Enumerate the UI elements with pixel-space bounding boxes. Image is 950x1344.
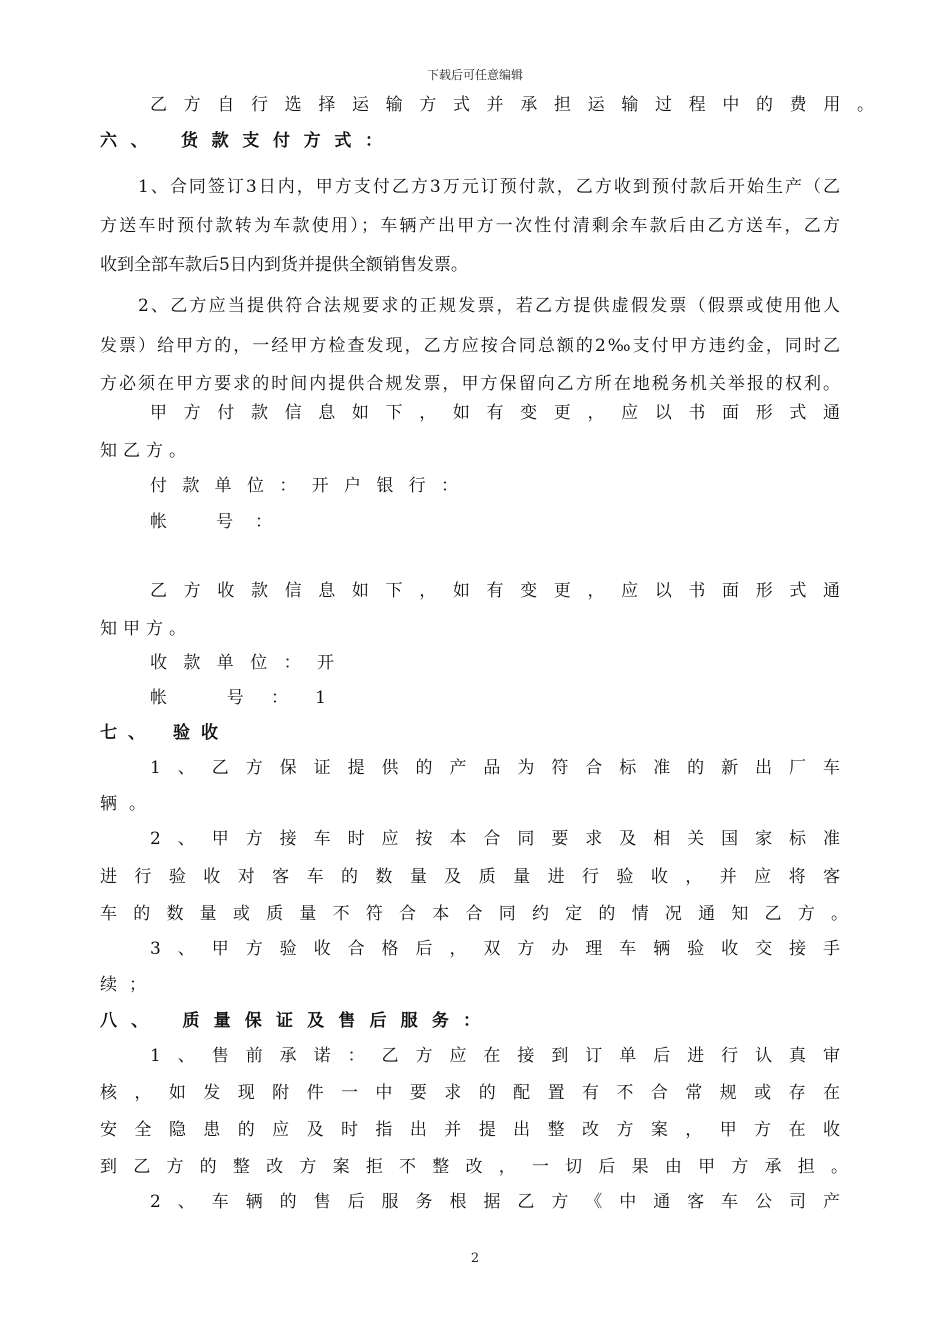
text-line: 方必须在甲方要求的时间内提供合规发票，甲方保留向乙方所在地税务机关举报的权利。 (100, 374, 840, 394)
text-line: 到乙方的整改方案拒不整改，一切后果由甲方承担。 (100, 1157, 848, 1177)
page-number: 2 (470, 1251, 480, 1266)
text-line: 安全隐患的应及时指出并提出整改方案，甲方在收 (100, 1120, 840, 1140)
text-line: 核，如发现附件一中要求的配置有不合常规或存在 (100, 1083, 840, 1103)
text-line: 车的数量或质量不符合本合同约定的情况通知乙方。 (100, 904, 848, 924)
page-header-note: 下载后可任意编辑 (426, 68, 523, 82)
text-line: 知乙方。 (100, 441, 186, 461)
text-line: 3、甲方验收合格后，双方办理车辆验收交接手 (150, 939, 840, 959)
text-line: 收款单位：开 (150, 653, 334, 673)
section-heading: 七、 验收 (100, 723, 218, 743)
section-heading: 八、 质量保证及售后服务： (100, 1011, 480, 1031)
text-line: 进行验收对客车的数量及质量进行验收，并应将客 (100, 867, 840, 887)
text-line: 收到全部车款后5日内到货并提供全额销售发票。 (100, 255, 468, 275)
text-line: 2、甲方接车时应按本合同要求及相关国家标准 (150, 829, 840, 849)
text-line: 知甲方。 (100, 619, 186, 639)
text-line: 帐 号：1 (150, 688, 326, 708)
text-line: 甲方付款信息如下，如有变更，应以书面形式通 (150, 403, 840, 423)
text-line: 1、售前承诺：乙方应在接到订单后进行认真审 (150, 1046, 840, 1066)
text-line: 1、合同签订3日内，甲方支付乙方3万元订预付款，乙方收到预付款后开始生产（乙 (138, 177, 840, 197)
text-line: 1、乙方保证提供的产品为符合标准的新出厂车 (150, 758, 840, 778)
text-line: 发票）给甲方的，一经甲方检查发现，乙方应按合同总额的2‰支付甲方违约金，同时乙 (100, 336, 840, 356)
text-line: 帐 号： (150, 512, 272, 532)
text-line: 辆。 (100, 794, 146, 814)
text-line: 方送车时预付款转为车款使用）；车辆产出甲方一次性付清剩余车款后由乙方送车，乙方 (100, 216, 840, 236)
text-line: 乙方自行选择运输方式并承担运输过程中的费用。 (150, 95, 874, 115)
text-line: 续； (100, 975, 146, 995)
text-line: 乙方收款信息如下，如有变更，应以书面形式通 (150, 581, 840, 601)
text-line: 2、车辆的售后服务根据乙方《中通客车公司产 (150, 1192, 840, 1212)
text-line: 2、乙方应当提供符合法规要求的正规发票，若乙方提供虚假发票（假票或使用他人 (138, 296, 840, 316)
section-heading: 六、 货款支付方式： (100, 131, 382, 151)
text-line: 付款单位：开户银行： (150, 476, 458, 496)
